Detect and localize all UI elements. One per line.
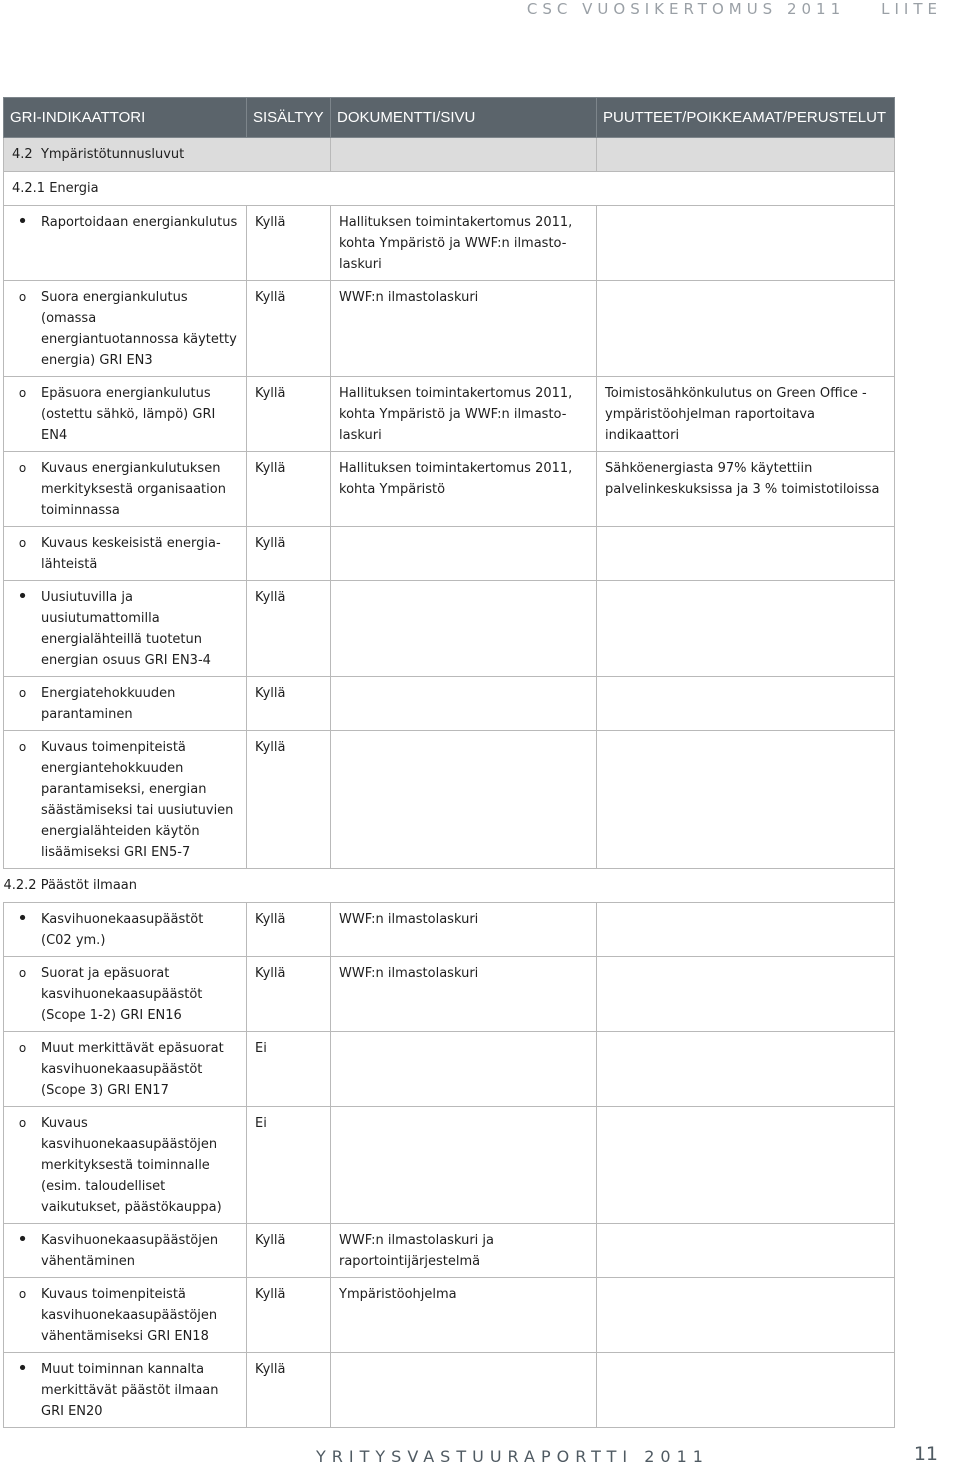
included-cell: Kyllä [247,903,331,957]
table-row [4,377,895,452]
bullet-circle-icon [4,683,41,725]
notes-cell [597,1224,895,1278]
bullet-circle-icon [4,458,41,521]
page-number: 11 [913,1443,938,1465]
document-cell: Hallituksen toimintakertomus 2011, kohta Ympäristö ja WWF:n ilmasto-laskuri [331,377,597,452]
document-cell [331,1032,597,1107]
indicator-text: Epäsuora energiankulutus (ostettu sähkö, lämpö) GRI EN4 [41,386,216,443]
subsection-row [4,869,895,903]
indicator-cell [4,581,247,677]
included-cell: Kyllä [247,206,331,281]
document-cell [331,1107,597,1224]
bullet-circle-icon [4,533,41,575]
indicator-cell [4,903,247,957]
table-row [4,1107,895,1224]
indicator-text: Uusiutuvilla ja uusiutumattomilla energialähteillä tuotetun energian osuus GRI EN3-4 [41,590,211,668]
bullet-circle-icon [4,383,41,446]
notes-cell [597,206,895,281]
col-header-indicator: GRI-INDIKAATTORI [4,98,247,138]
table-row [4,957,895,1032]
document-cell: WWF:n ilmastolaskuri [331,957,597,1032]
document-cell: WWF:n ilmastolaskuri ja raportointijärjestelmä [331,1224,597,1278]
indicator-text: Kuvaus toimenpiteistä energiantehokkuuden parantamiseksi, energian säästämiseksi tai uusiutuvien energialähteiden käytön lisäämiseksi GRI EN5-7 [41,740,234,860]
indicator-item [4,458,238,521]
indicator-cell [4,1278,247,1353]
section-row [4,138,895,172]
indicator-cell [4,527,247,581]
document-cell [331,527,597,581]
bullet-circle-icon [4,737,41,863]
indicator-item [4,909,238,951]
document-cell: Hallituksen toimintakertomus 2011, kohta Ympäristö [331,452,597,527]
section-title: 4.2 Ympäristötunnusluvut [4,138,331,172]
indicator-cell [4,1353,247,1428]
bullet-dot-icon [4,1359,41,1422]
indicator-item [4,587,238,671]
document-cell: WWF:n ilmastolaskuri [331,903,597,957]
report-title: CSC VUOSIKERTOMUS 2011 [526,0,846,18]
notes-cell: Toimistosähkönkulutus on Green Office -ympäristöohjelman raportoitava indikaattori [597,377,895,452]
indicator-cell [4,377,247,452]
indicator-item [4,1284,238,1347]
page-footer [0,1433,960,1473]
indicator-cell [4,1107,247,1224]
included-cell: Kyllä [247,581,331,677]
table-row [4,1032,895,1107]
notes-cell [597,1107,895,1224]
bullet-circle-icon [4,1038,41,1101]
indicator-item [4,383,238,446]
indicator-text: Kasvihuonekaasupäästöjen vähentäminen [41,1233,219,1269]
section-label: LIITE [881,0,942,18]
table-header-row [4,98,895,138]
indicator-cell [4,1032,247,1107]
included-cell: Kyllä [247,452,331,527]
notes-cell [597,1032,895,1107]
included-cell: Kyllä [247,281,331,377]
included-cell: Kyllä [247,1278,331,1353]
bullet-dot-icon [4,909,41,951]
indicator-cell [4,281,247,377]
table-row [4,677,895,731]
indicator-text: Raportoidaan energiankulutus [41,215,238,230]
table-row [4,903,895,957]
bullet-circle-icon [4,963,41,1026]
bullet-dot-icon [4,1230,41,1272]
indicator-cell [4,206,247,281]
subsection-row [4,172,895,206]
gri-table [3,97,895,1428]
indicator-text: Kasvihuonekaasupäästöt (C02 ym.) [41,912,204,948]
indicator-cell [4,957,247,1032]
table-row [4,1353,895,1428]
indicator-item [4,1113,238,1218]
document-cell [331,677,597,731]
page-header [527,0,942,18]
indicator-text: Energiatehokkuuden parantaminen [41,686,176,722]
table-row [4,1224,895,1278]
notes-cell [597,527,895,581]
included-cell: Kyllä [247,1353,331,1428]
indicator-item [4,287,238,371]
indicator-item [4,737,238,863]
indicator-item [4,683,238,725]
indicator-item [4,1359,238,1422]
subsection-title: 4.2.1 Energia [4,172,895,206]
table-row [4,452,895,527]
document-cell [331,1353,597,1428]
included-cell: Kyllä [247,677,331,731]
indicator-cell [4,677,247,731]
included-cell: Kyllä [247,957,331,1032]
table-row [4,731,895,869]
indicator-text: Muut toiminnan kannalta merkittävät päästöt ilmaan GRI EN20 [41,1362,219,1419]
section-empty-cell [597,138,895,172]
table-row [4,581,895,677]
col-header-included: SISÄLTYY [247,98,331,138]
indicator-cell [4,452,247,527]
document-cell [331,731,597,869]
bullet-circle-icon [4,1284,41,1347]
indicator-item [4,1038,238,1101]
indicator-text: Kuvaus kasvihuonekaasupäästöjen merkityksestä toiminnalle (esim. taloudelliset vaikutukset, päästökauppa) [41,1116,222,1215]
table-row [4,527,895,581]
indicator-text: Kuvaus energiankulutuksen merkityksestä organisaation toiminnassa [41,461,226,518]
indicator-item [4,1230,238,1272]
bullet-dot-icon [4,587,41,671]
indicator-item [4,212,238,234]
notes-cell [597,281,895,377]
notes-cell: Sähköenergiasta 97% käytettiin palvelinkeskuksissa ja 3 % toimistotiloissa [597,452,895,527]
indicator-text: Kuvaus toimenpiteistä kasvihuonekaasupäästöjen vähentämiseksi GRI EN18 [41,1287,218,1344]
indicator-text: Suora energiankulutus (omassa energiantuotannossa käytetty energia) GRI EN3 [41,290,237,368]
bullet-circle-icon [4,287,41,371]
indicator-text: Muut merkittävät epäsuorat kasvihuonekaasupäästöt (Scope 3) GRI EN17 [41,1041,224,1098]
included-cell: Kyllä [247,527,331,581]
col-header-document: DOKUMENTTI/SIVU [331,98,597,138]
table-row [4,281,895,377]
indicator-item [4,963,238,1026]
included-cell: Ei [247,1107,331,1224]
included-cell: Kyllä [247,1224,331,1278]
section-empty-cell [331,138,597,172]
indicator-item [4,533,238,575]
indicator-cell [4,731,247,869]
document-cell: WWF:n ilmastolaskuri [331,281,597,377]
notes-cell [597,957,895,1032]
notes-cell [597,731,895,869]
bullet-circle-icon [4,1113,41,1218]
document-cell: Hallituksen toimintakertomus 2011, kohta Ympäristö ja WWF:n ilmasto-laskuri [331,206,597,281]
table-row [4,1278,895,1353]
notes-cell [597,1278,895,1353]
included-cell: Kyllä [247,731,331,869]
notes-cell [597,1353,895,1428]
footer-title: YRITYSVASTUURAPORTTI 2011 [316,1447,709,1466]
included-cell: Kyllä [247,377,331,452]
document-cell [331,581,597,677]
document-cell: Ympäristöohjelma [331,1278,597,1353]
indicator-text: Suorat ja epäsuorat kasvihuonekaasupäästöt (Scope 1-2) GRI EN16 [41,966,203,1023]
subsection-title: 4.2.2 Päästöt ilmaan [4,869,895,903]
indicator-text: Kuvaus keskeisistä energia-lähteistä [41,536,221,572]
included-cell: Ei [247,1032,331,1107]
notes-cell [597,903,895,957]
col-header-notes: PUUTTEET/POIKKEAMAT/PERUSTELUT [597,98,895,138]
indicator-cell [4,1224,247,1278]
notes-cell [597,581,895,677]
notes-cell [597,677,895,731]
table-row [4,206,895,281]
bullet-dot-icon [4,212,41,234]
